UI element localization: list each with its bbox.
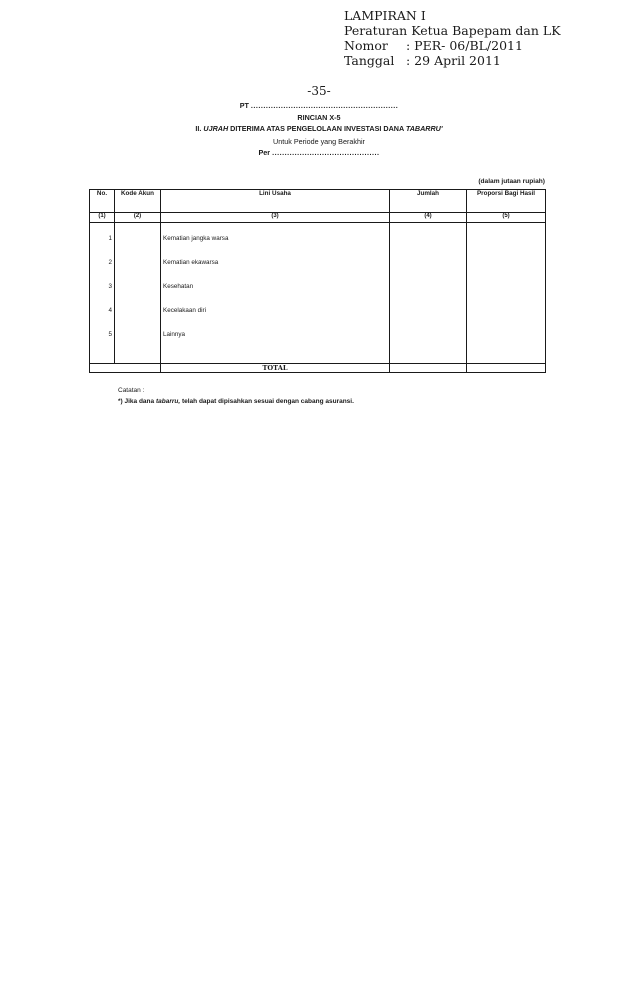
col-header-proporsi: Proporsi Bagi Hasil: [467, 190, 546, 213]
per-label: Per: [258, 148, 271, 157]
no-cell: [90, 222, 115, 363]
appendix-title: LAMPIRAN I: [344, 8, 426, 23]
lini-usaha-4: Kecelakaan diri: [163, 306, 207, 314]
page-number: -35-: [307, 84, 331, 98]
jumlah-cell: [390, 222, 467, 363]
title-ujrah: UJRAH: [203, 124, 229, 133]
regulation-title: Peraturan Ketua Bapepam dan LK: [344, 23, 561, 38]
note-footnote: [118, 396, 354, 407]
per-dots: ...........................................: [272, 148, 380, 157]
title-prefix: II.: [195, 124, 202, 133]
kode-akun-cell: [115, 222, 161, 363]
table-header-row: [90, 190, 546, 213]
total-proporsi: [467, 363, 546, 373]
col-number-5: (5): [467, 213, 546, 222]
col-number-3: (3): [161, 213, 390, 222]
number-label: Nomor: [344, 38, 388, 53]
lini-usaha-cell: [161, 222, 390, 363]
table-body-row: [90, 222, 546, 363]
lini-usaha-1: Kematian jangka warsa: [163, 234, 229, 242]
appendix-header: [344, 8, 561, 68]
row-no-1: 1: [108, 234, 112, 242]
title-middle: DITERIMA ATAS PENGELOLAAN INVESTASI DANA: [230, 124, 404, 133]
col-number-1: (1): [90, 213, 115, 222]
company-line: [0, 101, 638, 111]
total-blank-2: [115, 363, 161, 373]
regulation-number: [344, 38, 561, 53]
company-label: PT: [239, 101, 249, 110]
total-blank-1: [90, 363, 115, 373]
col-number-2: (2): [115, 213, 161, 222]
lini-usaha-2: Kematian ekawarsa: [163, 258, 219, 266]
row-no-4: 4: [108, 306, 112, 314]
lini-usaha-3: Kesehatan: [163, 282, 194, 290]
notes-label: Catatan :: [118, 387, 145, 394]
company-dots: ...........................................................: [250, 101, 399, 110]
col-header-lini-usaha: Lini Usaha: [161, 190, 390, 213]
unit-note: (dalam jutaan rupiah): [478, 178, 545, 185]
report-code: RINCIAN X-5: [297, 113, 341, 122]
row-no-5: 5: [108, 330, 112, 338]
col-number-4: (4): [390, 213, 467, 222]
report-title: [0, 124, 638, 134]
notes-section: [118, 385, 354, 407]
per-line: [0, 148, 638, 158]
total-row: [90, 363, 546, 373]
report-table: [89, 189, 546, 373]
row-no-3: 3: [108, 282, 112, 290]
period-label: Untuk Periode yang Berakhir: [273, 137, 365, 146]
regulation-date: [344, 53, 561, 68]
note-tabarru: tabarru,: [155, 398, 181, 405]
proporsi-cell: [467, 222, 546, 363]
col-header-jumlah: Jumlah: [390, 190, 467, 213]
title-tabarru: TABARRU': [405, 124, 443, 133]
total-label: TOTAL: [161, 363, 390, 373]
col-header-no: No.: [90, 190, 115, 213]
col-header-kode-akun: Kode Akun: [115, 190, 161, 213]
lini-usaha-5: Lainnya: [163, 330, 186, 338]
note-rest: telah dapat dipisahkan sesuai dengan cabang asuransi.: [181, 398, 354, 405]
note-prefix: *) Jika dana: [118, 398, 155, 405]
row-no-2: 2: [108, 258, 112, 266]
number-value: : PER- 06/BL/2011: [406, 38, 523, 53]
total-jumlah: [390, 363, 467, 373]
date-value: : 29 April 2011: [406, 53, 501, 68]
date-label: Tanggal: [344, 53, 395, 68]
column-number-row: [90, 213, 546, 222]
